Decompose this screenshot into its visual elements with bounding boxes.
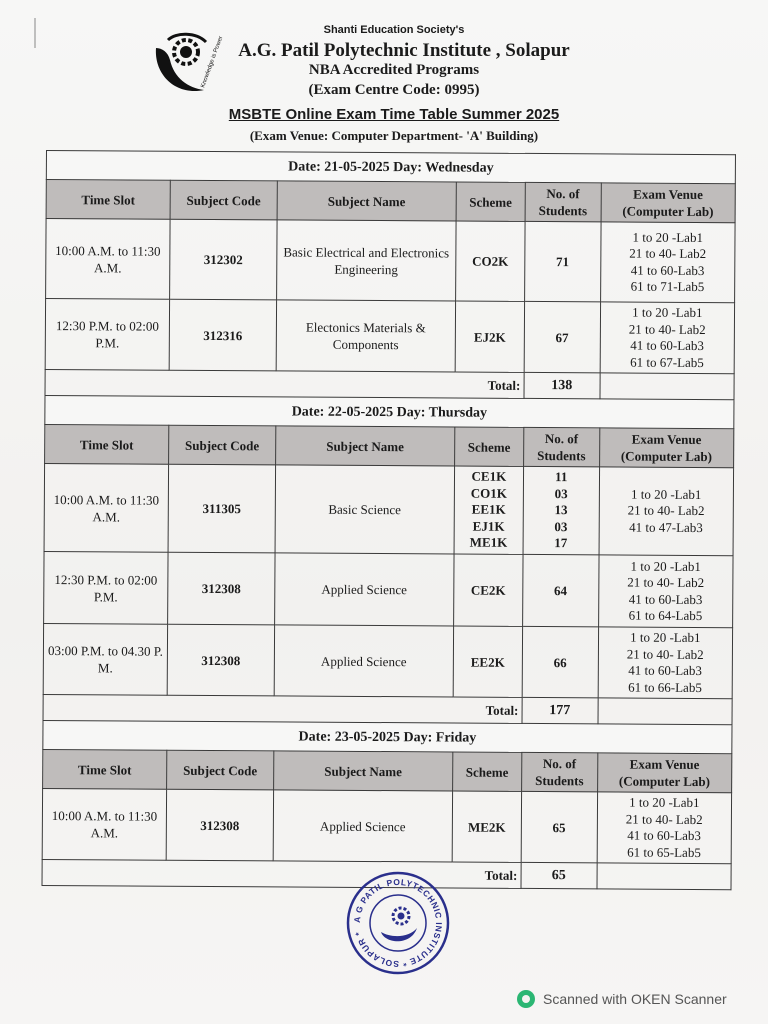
accreditation-line: NBA Accredited Programs	[308, 62, 480, 78]
table-row	[46, 219, 735, 303]
venue-line: 41 to 60-Lab3	[627, 827, 701, 844]
subject-name: Basic Electrical and Electronics Engineering	[276, 220, 456, 301]
society-name: Shanti Education Society's	[323, 24, 465, 36]
subject-name: Applied Science	[274, 553, 454, 626]
col-subject-code: Subject Code	[169, 425, 276, 465]
students-count: 67	[524, 301, 600, 372]
col-exam-venue: Exam Venue (Computer Lab)	[601, 183, 736, 223]
date-row	[43, 720, 732, 753]
venue-line: 21 to 40- Lab2	[627, 574, 705, 591]
time-slot: 12:30 P.M. to 02:00 P.M.	[44, 551, 168, 624]
date-row	[46, 151, 735, 184]
col-students: No. of Students	[521, 752, 597, 791]
students-count: 13	[554, 502, 568, 518]
students-count: 66	[522, 626, 598, 697]
venue-line: 61 to 71-Lab5	[630, 278, 705, 295]
students-list	[523, 466, 599, 554]
col-scheme: Scheme	[453, 752, 522, 791]
exam-venue-cell	[597, 792, 732, 864]
col-subject-code: Subject Code	[170, 180, 277, 220]
subject-code: 312308	[166, 789, 273, 861]
col-subject-code: Subject Code	[167, 750, 274, 790]
centre-code-line: (Exam Centre Code: 0995)	[308, 82, 480, 98]
scheme: ME2K	[452, 791, 521, 862]
col-subject-name: Subject Name	[273, 751, 452, 791]
students-count: 65	[521, 791, 597, 862]
scheme-list	[454, 466, 523, 554]
scheme: CE1K	[471, 468, 507, 485]
table-row	[45, 299, 734, 374]
page-title: MSBTE Online Exam Time Table Summer 2025	[228, 106, 560, 123]
subject-code: 312308	[168, 552, 275, 625]
exam-venue-cell	[600, 222, 735, 303]
col-students: No. of Students	[523, 427, 599, 466]
venue-line: 1 to 20 -Lab1	[630, 629, 701, 646]
subject-name: Basic Science	[275, 465, 455, 554]
students-count: 17	[554, 535, 568, 551]
col-subject-name: Subject Name	[275, 426, 454, 466]
col-time-slot: Time Slot	[45, 424, 169, 464]
venue-line: 61 to 65-Lab5	[627, 844, 701, 860]
empty-cell	[598, 698, 733, 725]
exam-venue-cell	[598, 555, 733, 628]
scheme: CO1K	[470, 485, 507, 501]
scheme: CO2K	[456, 221, 525, 301]
venue-line: 1 to 20 -Lab1	[632, 304, 703, 321]
total-label: Total:	[45, 369, 524, 398]
institute-name: A.G. Patil Polytechnic Institute , Solapur	[238, 40, 570, 61]
venue-line: 1 to 20 -Lab1	[630, 558, 702, 574]
venue-line: 21 to 40- Lab2	[629, 245, 707, 262]
venue-line: 61 to 66-Lab5	[628, 679, 702, 695]
scanner-logo-icon	[517, 990, 535, 1008]
subject-code: 311305	[168, 464, 275, 553]
total-value: 65	[521, 862, 597, 888]
scheme: EE2K	[453, 626, 522, 697]
venue-line: 1 to 20 -Lab1	[629, 794, 700, 811]
venue-line: 41 to 60-Lab3	[630, 337, 704, 354]
students-count: 71	[524, 221, 600, 301]
exam-venue-cell	[600, 302, 735, 374]
students-count: 03	[554, 485, 568, 501]
scheme: EE1K	[471, 501, 506, 518]
scheme: EJ2K	[455, 301, 524, 372]
logo-motto: Knowledge is Power	[200, 35, 225, 89]
exam-venue-cell	[598, 627, 733, 699]
table-row	[44, 551, 733, 627]
institute-stamp	[345, 870, 451, 976]
column-header-row	[43, 749, 732, 792]
venue-line: 21 to 40- Lab2	[627, 502, 705, 519]
stamp-text: A G PATIL POLYTECHNIC INSTITUTE * SOLAPUR *	[351, 876, 445, 970]
venue-line: 61 to 64-Lab5	[628, 607, 703, 624]
subject-code: 312308	[167, 624, 274, 696]
col-exam-venue: Exam Venue (Computer Lab)	[597, 753, 732, 793]
date-label: Date: 22-05-2025 Day: Thursday	[45, 395, 734, 428]
total-label: Total:	[43, 694, 522, 723]
time-slot: 03:00 P.M. to 04.30 P. M.	[43, 623, 167, 695]
date-label: Date: 23-05-2025 Day: Friday	[43, 720, 732, 753]
col-scheme: Scheme	[455, 427, 524, 466]
venue-line: 41 to 60-Lab3	[628, 662, 703, 679]
students-count: 11	[555, 469, 568, 485]
date-label: Date: 21-05-2025 Day: Wednesday	[46, 151, 735, 184]
time-slot: 10:00 A.M. to 11:30 A.M.	[46, 219, 171, 300]
total-label: Total:	[42, 859, 521, 888]
students-count: 03	[554, 518, 568, 534]
column-header-row	[45, 424, 734, 467]
exam-venue-line: (Exam Venue: Computer Department- 'A' Building)	[249, 128, 539, 143]
venue-line: 21 to 40- Lab2	[628, 321, 706, 337]
students-count: 64	[522, 554, 598, 626]
col-exam-venue: Exam Venue (Computer Lab)	[599, 428, 734, 468]
timetable	[42, 150, 736, 890]
col-subject-name: Subject Name	[277, 181, 456, 221]
venue-line: 1 to 20 -Lab1	[630, 486, 702, 502]
venue-line: 1 to 20 -Lab1	[632, 229, 704, 245]
table-row	[42, 788, 731, 863]
venue-line: 21 to 40- Lab2	[626, 646, 704, 662]
table-row	[44, 463, 734, 555]
empty-cell	[600, 373, 735, 400]
col-scheme: Scheme	[456, 182, 525, 221]
scanner-text: Scanned with OKEN Scanner	[543, 991, 727, 1007]
subject-name: Applied Science	[273, 790, 453, 862]
subject-name: Electonics Materials & Components	[276, 300, 456, 372]
venue-line: 41 to 60-Lab3	[628, 591, 703, 607]
venue-line: 41 to 47-Lab3	[629, 519, 703, 535]
subject-code: 312316	[169, 299, 276, 371]
time-slot: 10:00 A.M. to 11:30 A.M.	[42, 788, 166, 860]
column-header-row	[46, 180, 735, 223]
venue-line: 21 to 40- Lab2	[625, 811, 703, 827]
empty-cell	[597, 863, 732, 890]
subject-code: 312302	[170, 219, 277, 300]
table-row	[43, 623, 732, 698]
scanner-watermark	[517, 990, 727, 1008]
col-time-slot: Time Slot	[46, 180, 170, 220]
exam-venue-cell	[599, 467, 734, 556]
total-value: 138	[524, 372, 600, 398]
total-value: 177	[522, 697, 598, 723]
scheme: EJ1K	[472, 518, 505, 534]
col-time-slot: Time Slot	[43, 749, 167, 789]
scheme: ME1K	[469, 534, 508, 551]
subject-name: Applied Science	[274, 625, 454, 697]
date-row	[45, 395, 734, 428]
venue-line: 41 to 60-Lab3	[630, 262, 705, 278]
col-students: No. of Students	[525, 182, 601, 221]
time-slot: 10:00 A.M. to 11:30 A.M.	[44, 463, 169, 552]
venue-line: 61 to 67-Lab5	[630, 354, 704, 370]
scheme: CE2K	[454, 554, 523, 626]
time-slot: 12:30 P.M. to 02:00 P.M.	[45, 299, 169, 371]
